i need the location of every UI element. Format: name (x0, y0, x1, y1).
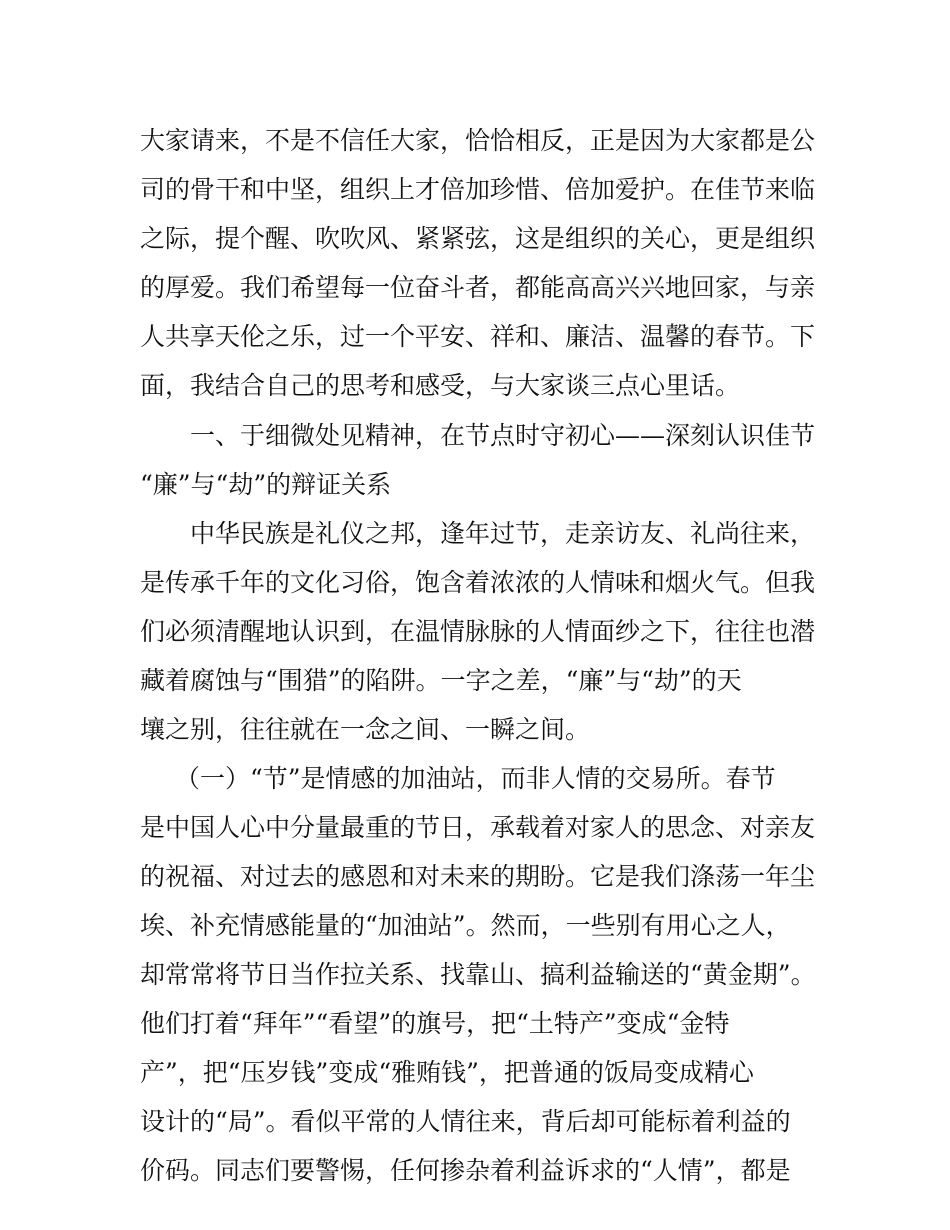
text-line: 中华民族是礼仪之邦，逢年过节，走亲访友、礼尚往来， (190, 519, 816, 548)
text-line: 人共享天伦之乐，过一个平安、祥和、廉洁、温馨的春节。下 (140, 322, 816, 351)
text-line: 司的骨干和中坚，组织上才倍加珍惜、倍加爱护。在佳节来临 (140, 175, 816, 204)
text-line: 的厚爱。我们希望每一位奋斗者，都能高高兴兴地回家，与亲 (140, 273, 816, 302)
text-line: 壤之别，往往就在一念之间、一瞬之间。 (140, 715, 591, 744)
text-line: 是中国人心中分量最重的节日，承载着对家人的思念、对亲友 (140, 813, 816, 842)
text-line: 却常常将节日当作拉关系、找靠山、搞利益输送的“黄金期”。 (140, 960, 816, 989)
text-line: 他们打着“拜年”“看望”的旗号，把“土特产”变成“金特 (140, 1009, 730, 1038)
text-line: 埃、补充情感能量的“加油站”。然而，一些别有用心之人， (140, 911, 791, 940)
section-heading-line: 一、于细微处见精神，在节点时守初心——深刻认识佳节 (190, 421, 816, 450)
text-line: 设计的“局”。看似平常的人情往来，背后却可能标着利益的 (140, 1107, 791, 1136)
text-line: 之际，提个醒、吹吹风、紧紧弦，这是组织的关心，更是组织 (140, 224, 816, 253)
text-line: 价码。同志们要警惕，任何掺杂着利益诉求的“人情”，都是 (140, 1156, 791, 1185)
text-line: 产”，把“压岁钱”变成“雅贿钱”，把普通的饭局变成精心 (140, 1058, 754, 1087)
text-line: 是传承千年的文化习俗，饱含着浓浓的人情味和烟火气。但我 (140, 568, 816, 597)
section-heading-line: “廉”与“劫”的辩证关系 (140, 470, 392, 499)
subsection-line: （一）“节”是情感的加油站，而非人情的交易所。春节 (175, 764, 776, 793)
text-line: 们必须清醒地认识到，在温情脉脉的人情面纱之下，往往也潜 (140, 617, 816, 646)
text-line: 大家请来，不是不信任大家，恰恰相反，正是因为大家都是公 (140, 126, 816, 155)
text-line: 藏着腐蚀与“围猎”的陷阱。一字之差，“廉”与“劫”的天 (140, 666, 742, 695)
text-line: 的祝福、对过去的感恩和对未来的期盼。它是我们涤荡一年尘 (140, 862, 816, 891)
text-line: 面，我结合自己的思考和感受，与大家谈三点心里话。 (140, 371, 741, 400)
